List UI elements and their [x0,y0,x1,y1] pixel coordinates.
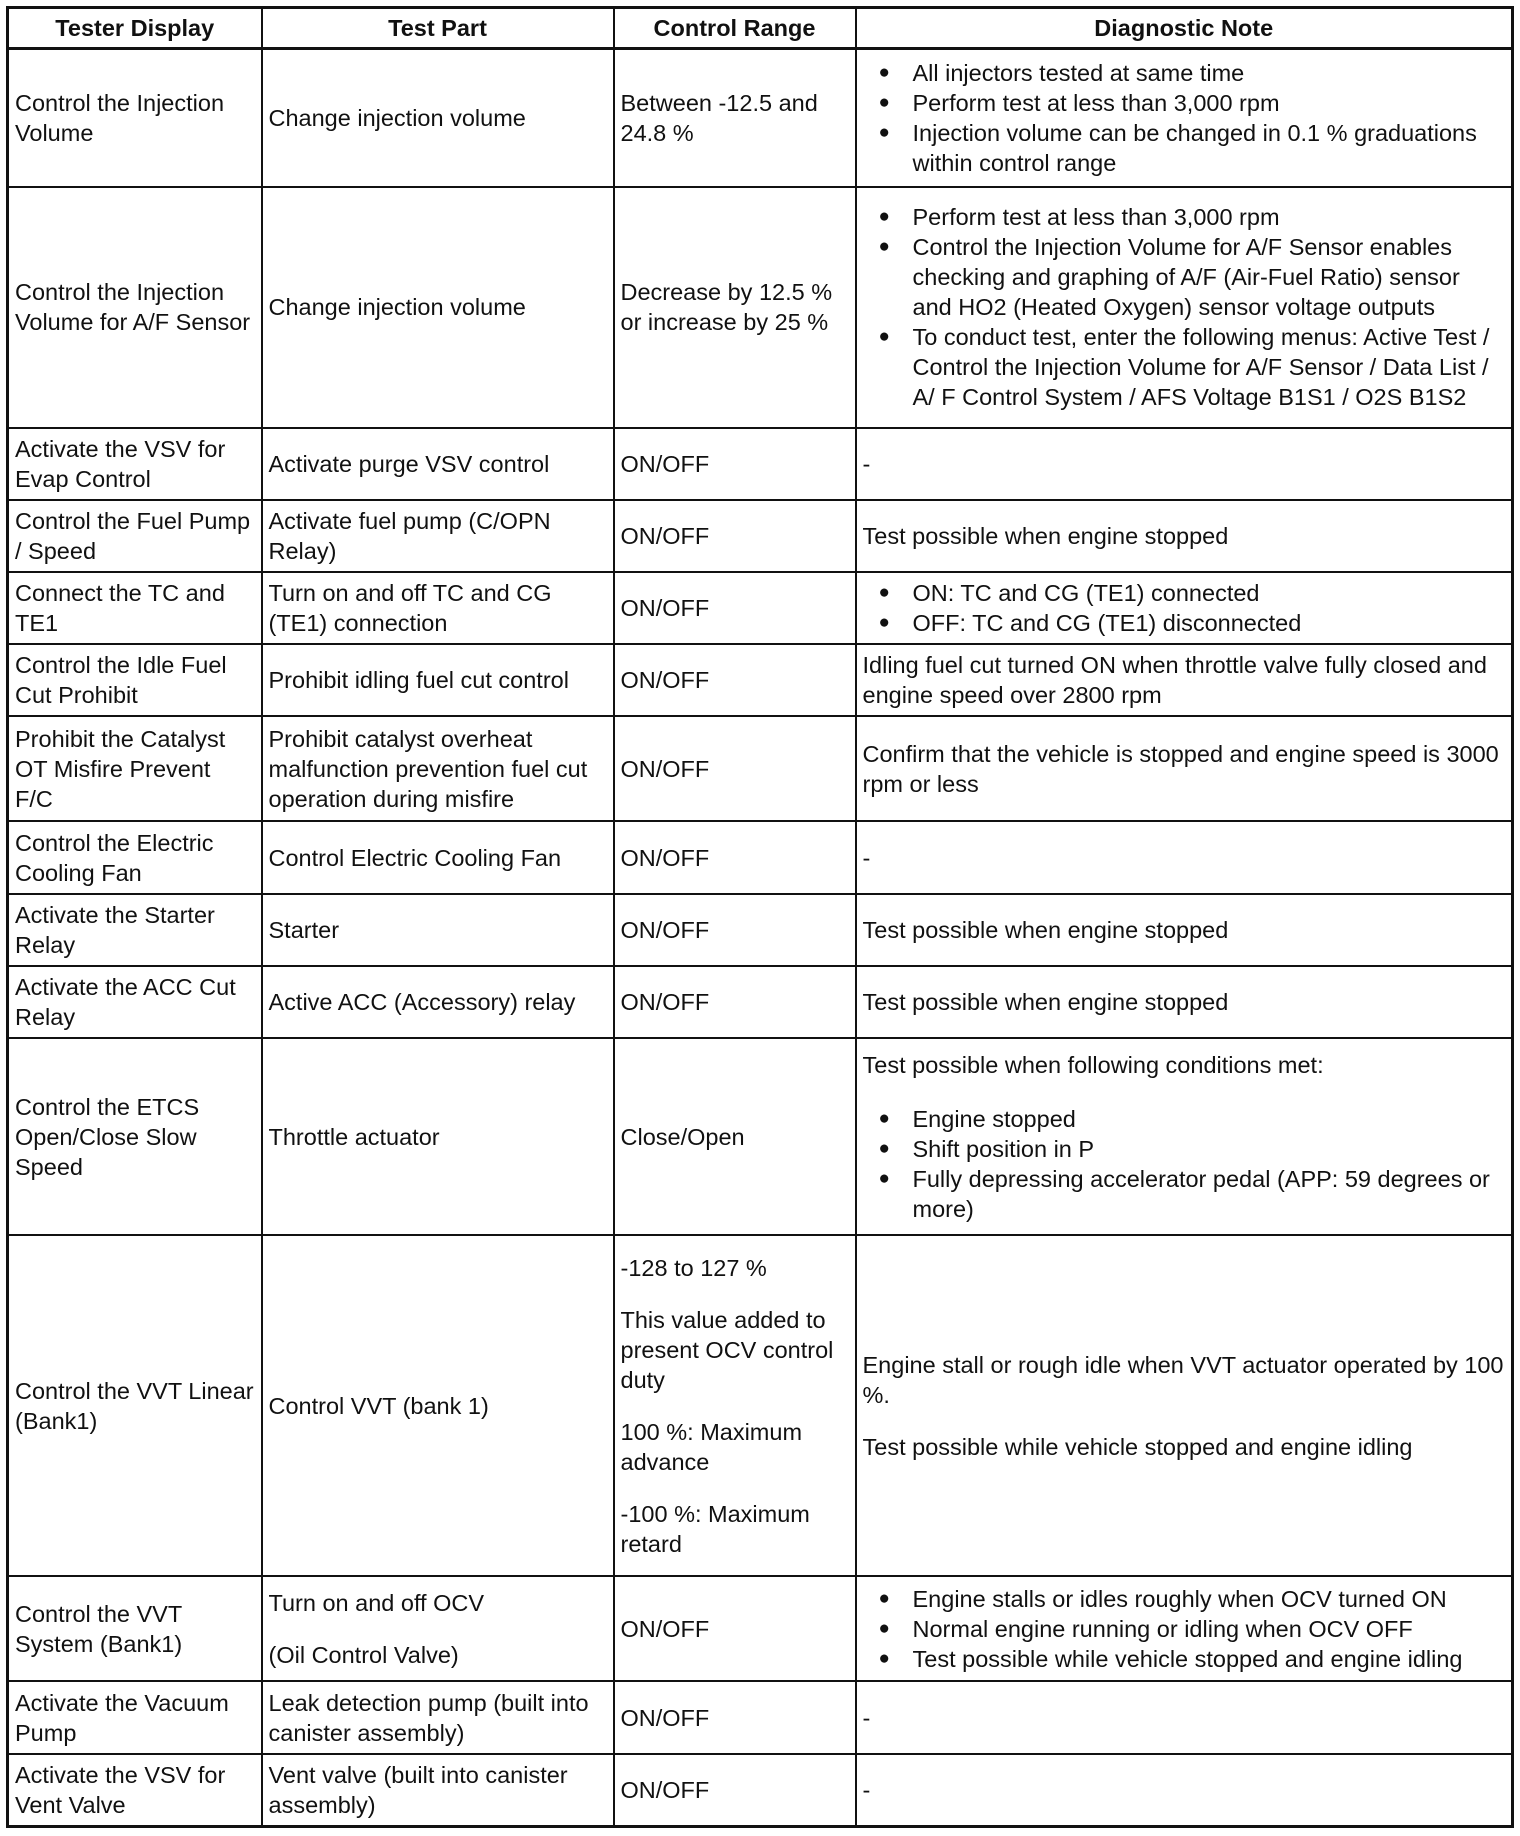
active-test-table [6,6,1514,1828]
diagnostic-note-cell [856,1754,1513,1827]
header-test-part: Test Part [262,8,614,49]
test-part-text: Turn on and off TC and CG (TE1) connection [268,580,552,637]
diagnostic-note-bullet: ● To conduct test, enter the following menus: Active Test / Control the Injection Volume for A/F Sensor / Data List / A/ F Control System / AFS Voltage B1S1 / O2S B1S2 [863,322,1506,412]
tester-display-cell: Control the VVT Linear (Bank1) [8,1235,262,1576]
diagnostic-note-cell [856,644,1513,716]
table-row [8,572,1513,644]
diagnostic-note-text: Test possible when engine stopped [862,988,1229,1015]
diagnostic-note-list [863,578,1506,638]
diagnostic-note-list [863,58,1506,178]
diagnostic-note-cell [856,1576,1513,1681]
diagnostic-note-list [863,202,1506,412]
diagnostic-note-text: Test possible when engine stopped [862,916,1229,943]
diagnostic-note-cell [856,821,1513,893]
control-range-text: ON/OFF [620,522,710,549]
diagnostic-note-bullet: ● Fully depressing accelerator pedal (APP: 59 degrees or more) [863,1164,1506,1224]
table-row [8,1754,1513,1827]
control-range-cell [614,1754,856,1827]
test-part-text: Activate purge VSV control [268,450,550,477]
control-range-text: ON/OFF [620,844,710,871]
diagnostic-note-cell [856,572,1513,644]
table-row [8,716,1513,821]
table-row [8,894,1513,966]
test-part-cell [262,428,614,500]
control-range-text: Close/Open [620,1123,745,1150]
tester-display-cell: Control the Electric Cooling Fan [8,821,262,893]
table-row [8,644,1513,716]
control-range-text: 100 %: Maximum advance [620,1418,803,1475]
control-range-text: -128 to 127 % [620,1254,767,1281]
diagnostic-note-list [863,1584,1506,1674]
table-row [8,966,1513,1038]
tester-display-cell: Control the Idle Fuel Cut Prohibit [8,644,262,716]
diagnostic-note-text: Engine stall or rough idle when VVT actuator operated by 100 %. [862,1351,1504,1408]
diagnostic-note-text: Test possible when following conditions met: [862,1051,1324,1078]
test-part-text: Control Electric Cooling Fan [268,844,562,871]
control-range-text: ON/OFF [620,1776,710,1803]
table-row [8,821,1513,893]
control-range-cell [614,966,856,1038]
diagnostic-note-text: - [862,844,871,871]
test-part-cell [262,644,614,716]
test-part-text: Turn on and off OCV [268,1589,485,1616]
tester-display-cell: Control the Injection Volume [8,49,262,187]
diagnostic-note-cell [856,1235,1513,1576]
test-part-text: Starter [268,916,340,943]
header-tester-display: Tester Display [8,8,262,49]
tester-display-cell: Activate the Vacuum Pump [8,1681,262,1753]
diagnostic-note-bullet: ● Injection volume can be changed in 0.1 % graduations within control range [863,118,1506,178]
diagnostic-note-bullet: ● All injectors tested at same time [863,58,1506,88]
table-row [8,187,1513,428]
diagnostic-note-cell [856,894,1513,966]
control-range-text: ON/OFF [620,1704,710,1731]
tester-display-cell: Control the ETCS Open/Close Slow Speed [8,1038,262,1235]
diagnostic-note-text: Idling fuel cut turned ON when throttle valve fully closed and engine speed over 2800 rpm [862,652,1487,709]
tester-display-cell: Activate the Starter Relay [8,894,262,966]
test-part-text: Control VVT (bank 1) [268,1392,489,1419]
control-range-cell [614,1038,856,1235]
test-part-text: Throttle actuator [268,1123,440,1150]
tester-display-cell: Connect the TC and TE1 [8,572,262,644]
control-range-text: ON/OFF [620,667,710,694]
control-range-text: This value added to present OCV control duty [620,1306,834,1393]
table-row [8,1038,1513,1235]
control-range-cell [614,716,856,821]
diagnostic-note-cell [856,500,1513,572]
tester-display-cell: Activate the VSV for Evap Control [8,428,262,500]
test-part-cell [262,49,614,187]
test-part-cell [262,1681,614,1753]
diagnostic-note-text: Test possible while vehicle stopped and engine idling [862,1433,1413,1460]
test-part-cell [262,1235,614,1576]
diagnostic-note-text: - [862,1704,871,1731]
test-part-cell [262,894,614,966]
test-part-text: Prohibit catalyst overheat malfunction prevention fuel cut operation during misfire [268,725,588,812]
table-row [8,1681,1513,1753]
control-range-cell [614,894,856,966]
diagnostic-note-cell [856,49,1513,187]
test-part-text: Activate fuel pump (C/OPN Relay) [268,507,551,564]
control-range-cell [614,428,856,500]
test-part-text: Prohibit idling fuel cut control [268,667,569,694]
control-range-text: ON/OFF [620,1615,710,1642]
diagnostic-note-cell [856,187,1513,428]
table-row [8,49,1513,187]
control-range-cell [614,187,856,428]
diagnostic-note-cell [856,1681,1513,1753]
diagnostic-note-bullet: ● Perform test at less than 3,000 rpm [863,88,1506,118]
control-range-text: ON/OFF [620,916,710,943]
control-range-text: -100 %: Maximum retard [620,1500,810,1557]
test-part-text: (Oil Control Valve) [268,1641,459,1668]
diagnostic-note-bullet: ● Shift position in P [863,1134,1506,1164]
tester-display-cell: Activate the VSV for Vent Valve [8,1754,262,1827]
diagnostic-note-cell [856,1038,1513,1235]
tester-display-cell: Control the Injection Volume for A/F Sensor [8,187,262,428]
diagnostic-note-bullet: ● Normal engine running or idling when OCV OFF [863,1614,1506,1644]
diagnostic-note-bullet: ● Test possible while vehicle stopped and engine idling [863,1644,1506,1674]
table-body [8,49,1513,1827]
diagnostic-note-cell [856,716,1513,821]
control-range-text: ON/OFF [620,595,710,622]
test-part-text: Change injection volume [268,294,526,321]
tester-display-cell: Control the Fuel Pump / Speed [8,500,262,572]
test-part-cell [262,1038,614,1235]
control-range-cell [614,1576,856,1681]
control-range-cell [614,1681,856,1753]
tester-display-cell: Prohibit the Catalyst OT Misfire Prevent F/C [8,716,262,821]
test-part-cell [262,572,614,644]
control-range-text: Between -12.5 and 24.8 % [620,89,818,146]
control-range-cell [614,644,856,716]
test-part-cell [262,1576,614,1681]
control-range-text: ON/OFF [620,450,710,477]
control-range-text: ON/OFF [620,988,710,1015]
diagnostic-note-cell [856,966,1513,1038]
table-row [8,428,1513,500]
diagnostic-note-text: Test possible when engine stopped [862,522,1229,549]
tester-display-cell: Activate the ACC Cut Relay [8,966,262,1038]
header-row [8,8,1513,49]
test-part-text: Vent valve (built into canister assembly) [268,1761,568,1818]
diagnostic-note-bullet: ● OFF: TC and CG (TE1) disconnected [863,608,1506,638]
diagnostic-note-bullet: ● Engine stalls or idles roughly when OCV turned ON [863,1584,1506,1614]
test-part-text: Leak detection pump (built into canister assembly) [268,1689,589,1746]
test-part-cell [262,1754,614,1827]
table-row [8,1576,1513,1681]
test-part-cell [262,500,614,572]
table-row [8,500,1513,572]
control-range-cell [614,49,856,187]
control-range-text: Decrease by 12.5 % or increase by 25 % [620,279,833,336]
control-range-cell [614,1235,856,1576]
tester-display-cell: Control the VVT System (Bank1) [8,1576,262,1681]
diagnostic-note-cell [856,428,1513,500]
diagnostic-note-bullet: ● ON: TC and CG (TE1) connected [863,578,1506,608]
control-range-cell [614,500,856,572]
test-part-text: Change injection volume [268,104,526,131]
control-range-cell [614,572,856,644]
diagnostic-note-bullet: ● Control the Injection Volume for A/F Sensor enables checking and graphing of A/F (Air-Fuel Ratio) sensor and HO2 (Heated Oxygen) sensor voltage outputs [863,232,1506,322]
diagnostic-note-text: Confirm that the vehicle is stopped and engine speed is 3000 rpm or less [862,740,1499,797]
header-diagnostic-note: Diagnostic Note [856,8,1513,49]
table-row [8,1235,1513,1576]
diagnostic-note-text: - [862,1776,871,1803]
diagnostic-note-bullet: ● Perform test at less than 3,000 rpm [863,202,1506,232]
test-part-cell [262,821,614,893]
header-control-range: Control Range [614,8,856,49]
diagnostic-note-text: - [862,450,871,477]
test-part-text: Active ACC (Accessory) relay [268,988,576,1015]
diagnostic-note-bullet: ● Engine stopped [863,1104,1506,1134]
test-part-cell [262,966,614,1038]
test-part-cell [262,716,614,821]
control-range-cell [614,821,856,893]
diagnostic-note-list [863,1104,1506,1224]
control-range-text: ON/OFF [620,755,710,782]
test-part-cell [262,187,614,428]
